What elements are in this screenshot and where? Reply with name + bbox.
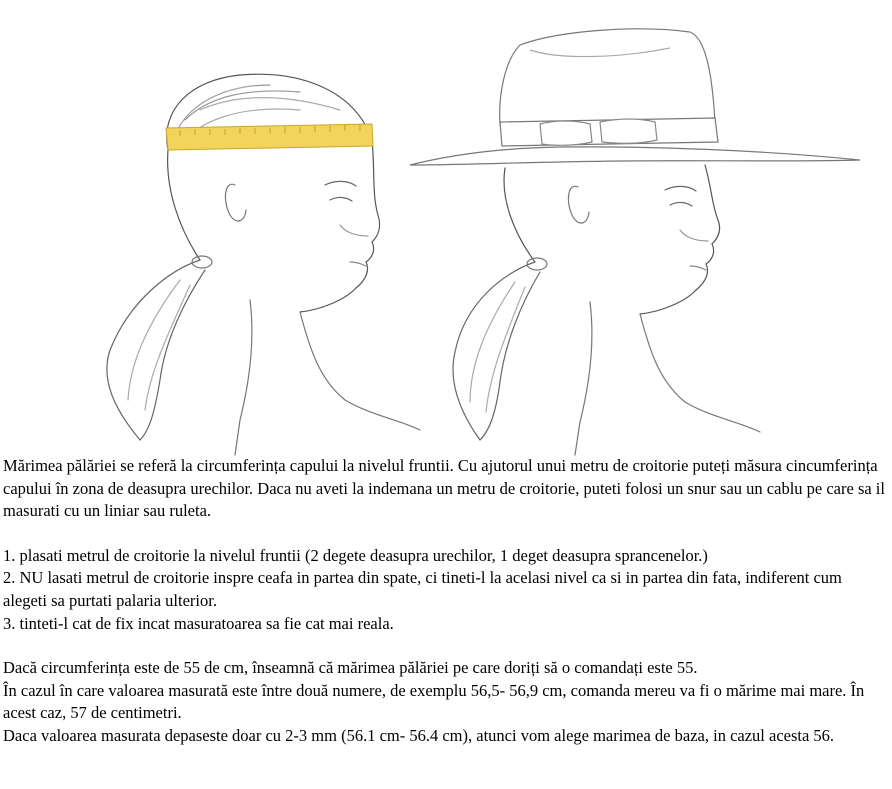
fedora-hat <box>410 29 860 165</box>
head-with-hat-figure <box>453 165 760 455</box>
step-item: 2. NU lasati metrul de croitorie inspre ceafa in partea din spate, ci tineti-l la acelasi nivel ca si in partea din fata, indiferent cum alegeti sa purtati palaria ulterior. <box>3 568 842 610</box>
sizing-instructions <box>3 455 889 748</box>
step-item: 3. tinteti-l cat de fix incat masuratoarea sa fie cat mai reala. <box>3 613 394 633</box>
note-item: Daca valoarea masurata depaseste doar cu 2-3 mm (56.1 cm- 56.4 cm), atunci vom alege marimea de baza, in cazul acesta 56. <box>3 725 835 745</box>
note-item: În cazul în care valoarea masurată este între două numere, de exemplu 56,5- 56,9 cm, comanda mereu va fi o mărime mai mare. În acest caz, 57 de centimetri. <box>3 680 865 723</box>
measuring-tape <box>166 124 373 150</box>
step-item: 1. plasati metrul de croitorie la nivelul fruntii (2 degete deasupra urechilor, 1 deget deasupra sprancenelor.) <box>3 545 708 565</box>
intro-paragraph: Mărimea pălăriei se referă la circumferința capului la nivelul fruntii. Cu ajutorul unui metru de croitorie puteți măsura cincumferința capului în zona de deasupra urechilor. Daca nu aveti la indemana un metru de croitorie, puteti folosi un snur sau un cablu pe care sa il masurati cu un liniar sau ruleta. <box>3 456 885 521</box>
note-item: Dacă circumferința este de 55 de cm, înseamnă că mărimea pălăriei pe care doriți să o comandați este 55. <box>3 658 698 678</box>
